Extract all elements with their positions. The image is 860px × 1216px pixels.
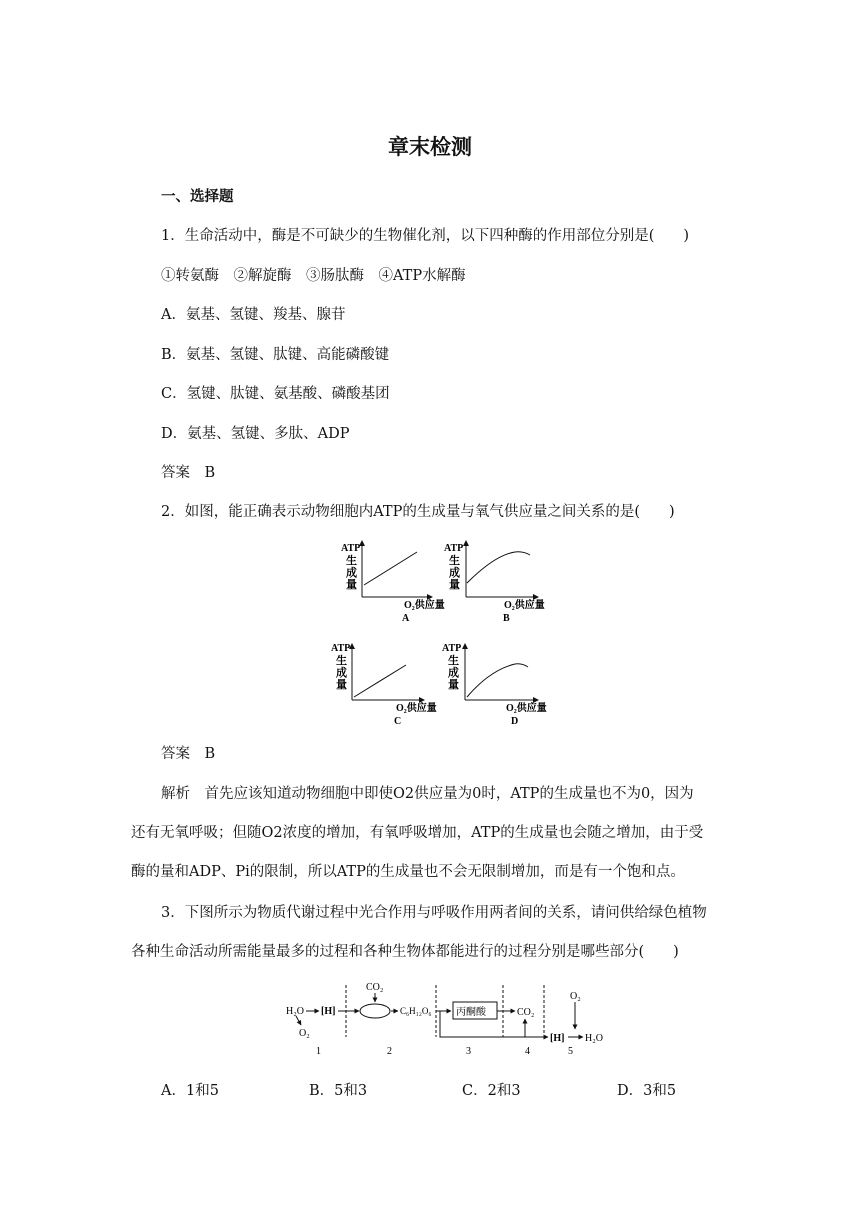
stage-number-5: 5	[568, 1046, 573, 1057]
graph-d-xlabel: O₂供应量	[506, 703, 547, 714]
co2-top-label: CO₂	[366, 982, 384, 993]
q3-option-b: B．5和3	[309, 1083, 368, 1099]
o2-bottom-label: O₂	[299, 1028, 310, 1039]
q3-stem-line-2: 各种生命活动所需能量最多的过程和各种生物体都能进行的过程分别是哪些部分( )	[131, 944, 679, 960]
graph-a-ylabel-atp: ATP	[341, 543, 361, 554]
q1-option-d: D．氨基、氢键、多肽、ADP	[161, 426, 350, 442]
q2-analysis-line-2: 还有无氧呼吸；但随O2浓度的增加，有氧呼吸增加，ATP的生成量也会随之增加，由于受	[131, 825, 704, 841]
q1-enzyme-list: ①转氨酶 ②解旋酶 ③肠肽酶 ④ATP水解酶	[161, 268, 466, 284]
co2-right-label: CO₂	[517, 1007, 535, 1018]
page-title: 章末检测	[388, 135, 472, 159]
stage-number-2: 2	[387, 1046, 392, 1057]
q3-metabolism-diagram	[280, 975, 620, 1060]
q1-option-c: C．氢键、肽键、氨基酸、磷酸基团	[161, 386, 390, 402]
graph-d-letter: D	[511, 716, 519, 727]
q1-stem: 1．生命活动中，酶是不可缺少的生物催化剂，以下四种酶的作用部位分别是( )	[161, 228, 690, 244]
calvin-cycle-ellipse	[360, 1004, 390, 1018]
svg-text:成: 成	[346, 567, 357, 579]
q2-analysis-line-3: 酶的量和ADP、Pi的限制，所以ATP的生成量也不会无限制增加，而是有一个饱和点。	[131, 864, 685, 880]
graph-d	[442, 643, 547, 727]
q1-answer: 答案 B	[161, 465, 216, 481]
svg-text:量: 量	[448, 679, 459, 691]
svg-text:ATP: ATP	[444, 543, 464, 554]
graph-b-xlabel: O₂供应量	[504, 600, 545, 611]
graph-a	[341, 541, 445, 624]
q3-option-d: D．3和5	[617, 1083, 677, 1099]
stage-number-3: 3	[466, 1046, 471, 1057]
h-right-label: [H]	[550, 1033, 565, 1044]
stage-number-4: 4	[525, 1046, 530, 1057]
q1-option-a: A．氨基、氢键、羧基、腺苷	[161, 307, 346, 323]
o2-top-label: O₂	[570, 991, 581, 1002]
graph-c-xlabel: O₂供应量	[396, 703, 437, 714]
svg-text:ATP: ATP	[331, 643, 351, 654]
stage-number-1: 1	[316, 1046, 321, 1057]
graph-a-letter: A	[402, 613, 410, 624]
graph-c-letter: C	[394, 716, 402, 727]
h-left-label: [H]	[321, 1006, 336, 1017]
svg-text:生: 生	[336, 655, 347, 667]
q3-option-a: A．1和5	[161, 1083, 219, 1099]
graph-b	[444, 541, 545, 624]
svg-text:成: 成	[449, 567, 460, 579]
svg-text:生: 生	[448, 655, 459, 667]
svg-text:量: 量	[449, 579, 460, 591]
svg-text:生: 生	[346, 555, 357, 567]
svg-text:量: 量	[346, 579, 357, 591]
graph-c	[331, 643, 437, 727]
q2-graphs-figure	[320, 535, 570, 730]
q3-stem-line-1: 3．下图所示为物质代谢过程中光合作用与呼吸作用两者间的关系，请问供给绿色植物	[161, 905, 707, 921]
svg-text:成: 成	[336, 667, 347, 679]
q2-stem: 2．如图，能正确表示动物细胞内ATP的生成量与氧气供应量之间关系的是( )	[161, 504, 675, 520]
q2-answer: 答案 B	[161, 746, 216, 762]
q3-option-c: C．2和3	[462, 1083, 521, 1099]
graph-d-curve	[467, 664, 528, 697]
graph-b-letter: B	[503, 613, 510, 624]
graph-b-curve	[467, 552, 530, 583]
h2o-right-label: H₂O	[585, 1033, 603, 1044]
glucose-label: C₆H₁₂O₆	[400, 1006, 432, 1016]
graph-a-xlabel: O₂供应量	[404, 600, 445, 611]
section-heading: 一、选择题	[161, 189, 234, 205]
pyruvate-label: 丙酮酸	[456, 1007, 486, 1018]
svg-text:ATP: ATP	[442, 643, 462, 654]
graph-a-curve	[364, 552, 417, 585]
q2-analysis-line-1: 解析 首先应该知道动物细胞中即使O2供应量为0时，ATP的生成量也不为0，因为	[161, 786, 694, 802]
q1-option-b: B．氨基、氢键、肽键、高能磷酸键	[161, 347, 390, 363]
svg-text:生: 生	[449, 555, 460, 567]
svg-text:成: 成	[448, 667, 459, 679]
h2o-left-label: H₂O	[286, 1006, 304, 1017]
svg-text:量: 量	[336, 679, 347, 691]
graph-c-curve	[354, 665, 406, 697]
